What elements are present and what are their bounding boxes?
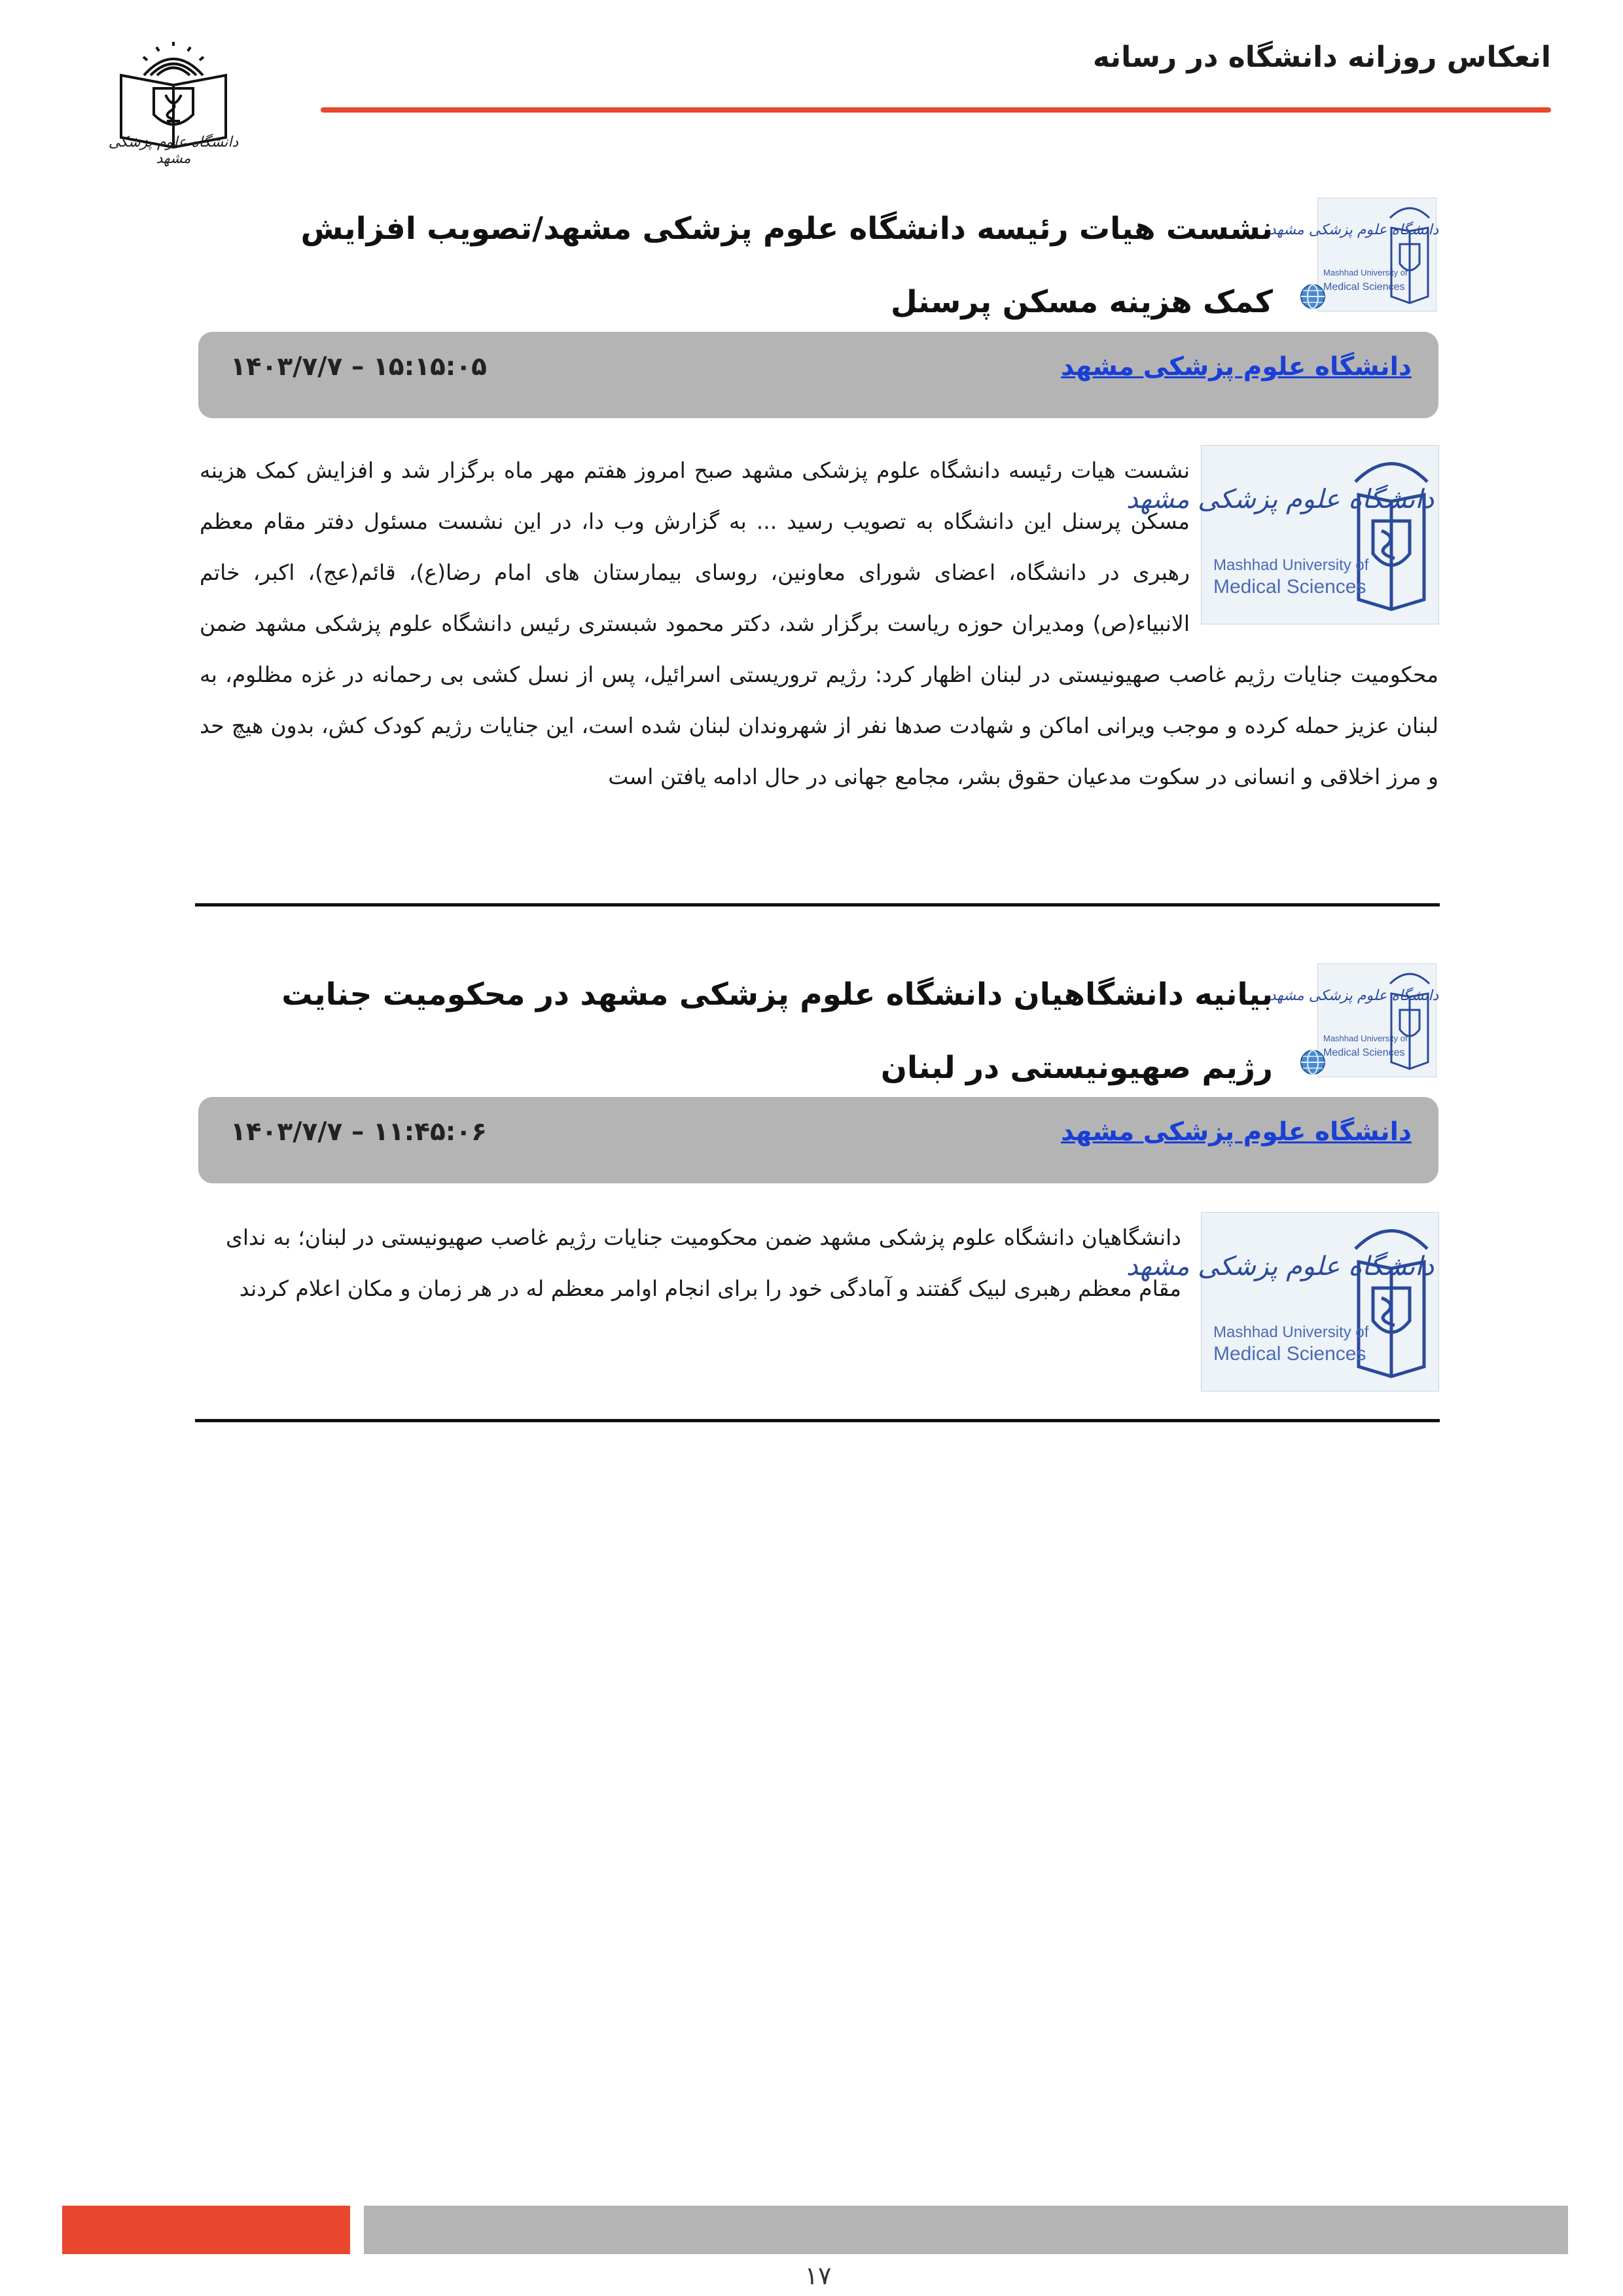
news-datetime-2: ۱۴۰۳/۷/۷ – ۱۱:۴۵:۰۶ (230, 1117, 487, 1147)
image-space (1190, 445, 1438, 635)
globe-icon[interactable] (1299, 283, 1327, 310)
news-title-2[interactable]: بیانیه دانشگاهیان دانشگاه علوم پزشکی مشهد در محکومیت جنایت رژیم صهیونیستی در لبنان (281, 977, 1273, 1086)
news-title-1[interactable]: نشست هیات رئیسه دانشگاه علوم پزشکی مشهد/تصویب افزایش کمک هزینه مسکن پرسنل (300, 211, 1273, 320)
footer-red-bar (62, 2206, 350, 2254)
thumb-persian-text: دانشگاه علوم پزشکی مشهد (1269, 222, 1439, 238)
university-logo-icon (1269, 198, 1439, 311)
news-source-link-1[interactable]: دانشگاه علوم پزشکی مشهد (1061, 352, 1412, 382)
thumb-persian-text: دانشگاه علوم پزشکی مشهد (1269, 988, 1439, 1004)
image-english-line2: Medical Sciences (1213, 1343, 1366, 1365)
logo-caption: دانشگاه علوم پزشکی مشهد (108, 134, 239, 167)
news-thumbnail-1 (1269, 198, 1439, 312)
thumb-english-line2: Medical Sciences (1323, 1047, 1405, 1058)
news-summary-text-1: نشست هیات رئیسه دانشگاه علوم پزشکی مشهد صبح امروز هفتم مهر ماه برگزار شد و افزایش کمک هزینه مسکن پرسنل این دانشگاه به تصویب رسید ... به گزارش وب دا، در این نشست مسئول دفتر مقام معظم رهبری در دانشگاه، اعضای شورای معاونین، روسای بیمارستان های امام رضا(ع)، قائم(عج)، اکبر، خاتم الانبیاء(ص) ومدیران حوزه ریاست برگزار شد، دکتر محمود شبستری رئیس دانشگاه علوم پزشکی مشهد ضمن محکومیت جنایات رژیم غاصب صهیونیستی در لبنان اظهار کرد: رژیم تروریستی اسرائیل، پس از نسل کشی بی رحمانه در غزه مظلوم، به لبنان عزیز حمله کرده و موجب ویرانی اماکن و شهادت صدها نفر از شهروندان لبنان شده است، این جنایات رژیم کودک کش، بدون هیچ حد و مرز اخلاقی و انسانی در سکوت مدعیان حقوق بشر، مجامع جهانی در حال ادامه یافتن است (200, 457, 1438, 789)
image-persian-text: دانشگاه علوم پزشکی مشهد (1126, 484, 1435, 514)
image-english-line1: Mashhad University of (1213, 1323, 1369, 1341)
university-logo-icon (1269, 964, 1439, 1077)
item-divider-2 (195, 1419, 1440, 1422)
thumb-english-line1: Mashhad University of (1323, 1033, 1408, 1043)
item-divider-1 (195, 903, 1440, 906)
header-rule (321, 107, 1551, 113)
thumb-english-line1: Mashhad University of (1323, 268, 1408, 278)
news-source-link-2[interactable]: دانشگاه علوم پزشکی مشهد (1061, 1117, 1412, 1147)
image-english-line1: Mashhad University of (1213, 556, 1369, 574)
globe-icon[interactable] (1299, 1049, 1327, 1076)
news-summary-2: دانشگاهیان دانشگاه علوم پزشکی مشهد ضمن محکومیت جنایات رژیم غاصب صهیونیستی در لبنان؛ به ندای مقام معظم رهبری لبیک گفتند و آمادگی خود را برای انجام اوامر معظم له در هر زمان و مکان اعلام کردند (226, 1225, 1181, 1301)
image-persian-text: دانشگاه علوم پزشکی مشهد (1126, 1251, 1435, 1282)
news-thumbnail-2 (1269, 963, 1439, 1077)
thumb-english-line2: Medical Sciences (1323, 281, 1405, 293)
image-english-line2: Medical Sciences (1213, 576, 1366, 598)
page-header-title: انعکاس روزانه دانشگاه در رسانه (1092, 41, 1551, 74)
footer-gray-bar (364, 2206, 1568, 2254)
news-summary-1 (200, 445, 1438, 802)
news-image-2 (1126, 1212, 1439, 1391)
page-number: ۱۷ (804, 2261, 832, 2290)
university-logo-icon (1126, 1213, 1438, 1391)
news-datetime-1: ۱۴۰۳/۷/۷ – ۱۵:۱۵:۰۵ (230, 352, 487, 382)
